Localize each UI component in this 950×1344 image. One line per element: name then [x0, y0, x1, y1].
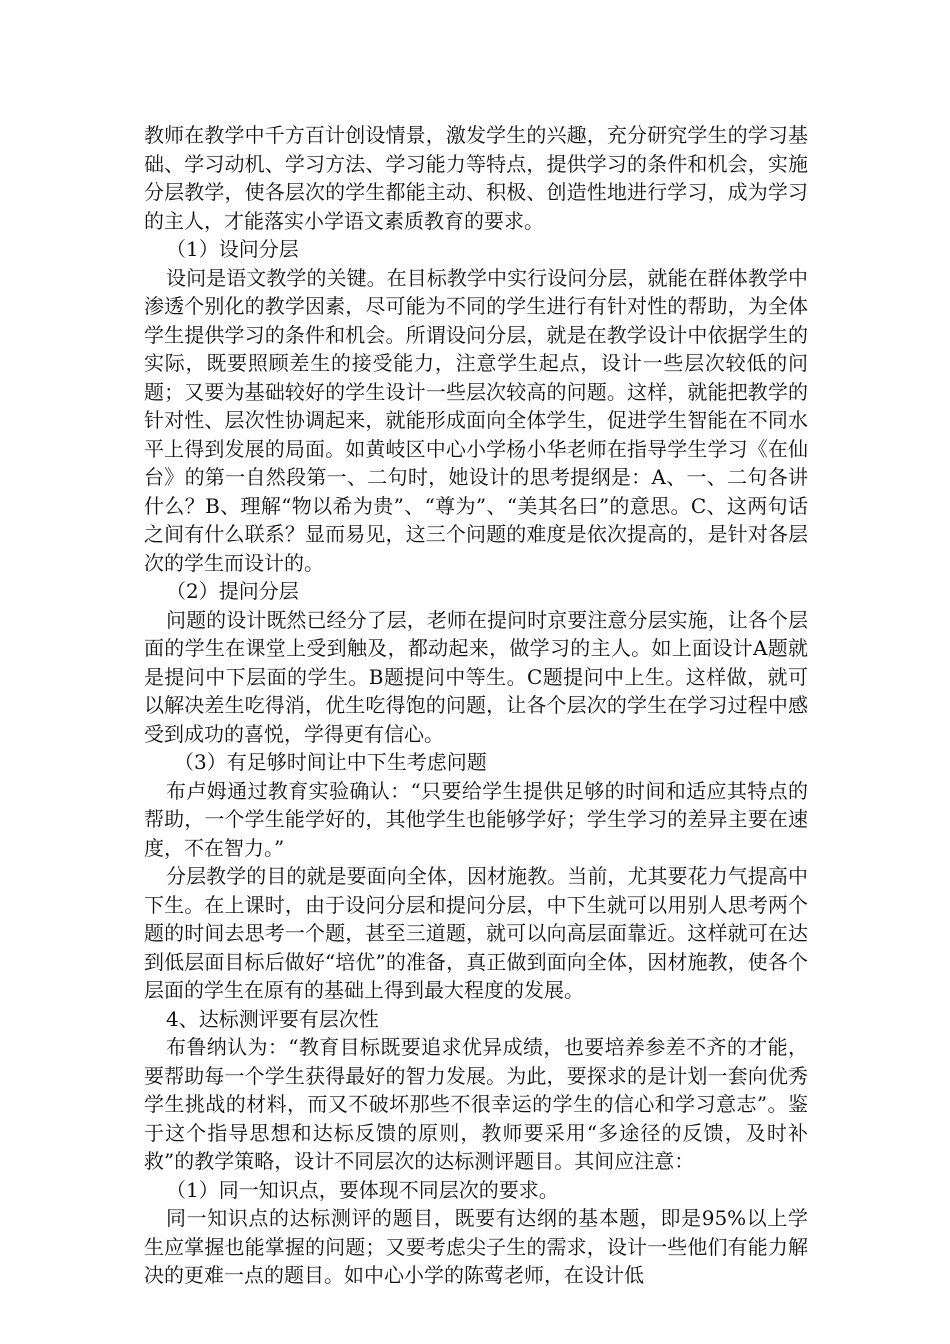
section-heading: （2）提问分层 — [166, 579, 299, 603]
section-heading: 4、达标测评要有层次性 — [166, 1006, 379, 1031]
body-paragraph: 问题的设计既然已经分了层，老师在提问时京要注意分层实施，让各个层面的学生在课堂上受到触及，都动起来，做学习的主人。如上面设计A题就是提问中下层面的学生。B题提问中等生。C题提问中上生。这样做，就可以解决差生吃得消，优生吃得饱的问题，让各个层次的学生在学习过程中感受到成功的喜悦，学得更有信心。 — [144, 607, 808, 746]
body-paragraph: 分层教学的目的就是要面向全体，因材施教。当前，尤其要花力气提高中下生。在上课时，由于设问分层和提问分层，中下生就可以用别人思考两个题的时间去思考一个题，甚至三道题，就可以向高层面靠近。这样就可在达到低层面目标后做好“培优”的准备，真正做到面向全体，因材施教，使各个层面的学生在原有的基础上得到最大程度的发展。 — [144, 864, 808, 1002]
section-heading: （1）设问分层 — [166, 237, 299, 261]
section-heading: （1）同一知识点，要体现不同层次的要求。 — [166, 1177, 559, 1202]
body-paragraph: 布鲁纳认为：“教育目标既要追求优异成绩，也要培养参差不齐的才能，要帮助每一个学生获得最好的智力发展。为此，要探求的是计划一套向优秀学生挑战的材料，而又不破坏那些不很幸运的学生的信心和学习意志”。鉴于这个指导思想和达标反馈的原则，教师要采用“多途径的反馈，及时补救”的教学策略，设计不同层次的达标测评题目。其间应注意： — [144, 1035, 808, 1173]
body-paragraph: 同一知识点的达标测评的题目，既要有达纲的基本题，即是95%以上学生应掌握也能掌握的问题；又要考虑尖子生的需求，设计一些他们有能力解决的更难一点的题目。如中心小学的陈莺老师，在设计低 — [144, 1206, 808, 1287]
section-heading: （3）有足够时间让中下生考虑问题 — [174, 750, 487, 774]
body-paragraph: 布卢姆通过教育实验确认：“只要给学生提供足够的时间和适应其特点的帮助，一个学生能学好的，其他学生也能够学好；学生学习的差异主要在速度，不在智力。” — [144, 778, 808, 860]
document-body — [144, 121, 808, 1290]
body-paragraph: 设问是语文教学的关键。在目标教学中实行设问分层，就能在群体教学中渗透个别化的教学因素，尽可能为不同的学生进行有针对性的帮助，为全体学生提供学习的条件和机会。所谓设问分层，就是在教学设计中依据学生的实际，既要照顾差生的接受能力，注意学生起点，设计一些层次较低的问题；又要为基础较好的学生设计一些层次较高的问题。这样，就能把教学的针对性、层次性协调起来，就能形成面向全体学生，促进学生智能在不同水平上得到发展的局面。如黄岐区中心小学杨小华老师在指导学生学习《在仙台》的第一自然段第一、二句时，她设计的思考提纲是：A、一、二句各讲什么？B、理解“物以希为贵”、“尊为”、“美其名曰”的意思。C、这两句话之间有什么联系？显而易见，这三个问题的难度是依次提高的，是针对各层次的学生而设计的。 — [144, 265, 808, 575]
body-paragraph: 教师在教学中千方百计创设情景，激发学生的兴趣，充分研究学生的学习基础、学习动机、学习方法、学习能力等特点，提供学习的条件和机会，实施分层教学，使各层次的学生都能主动、积极、创造性地进行学习，成为学习的主人，才能落实小学语文素质教育的要求。 — [144, 123, 808, 233]
